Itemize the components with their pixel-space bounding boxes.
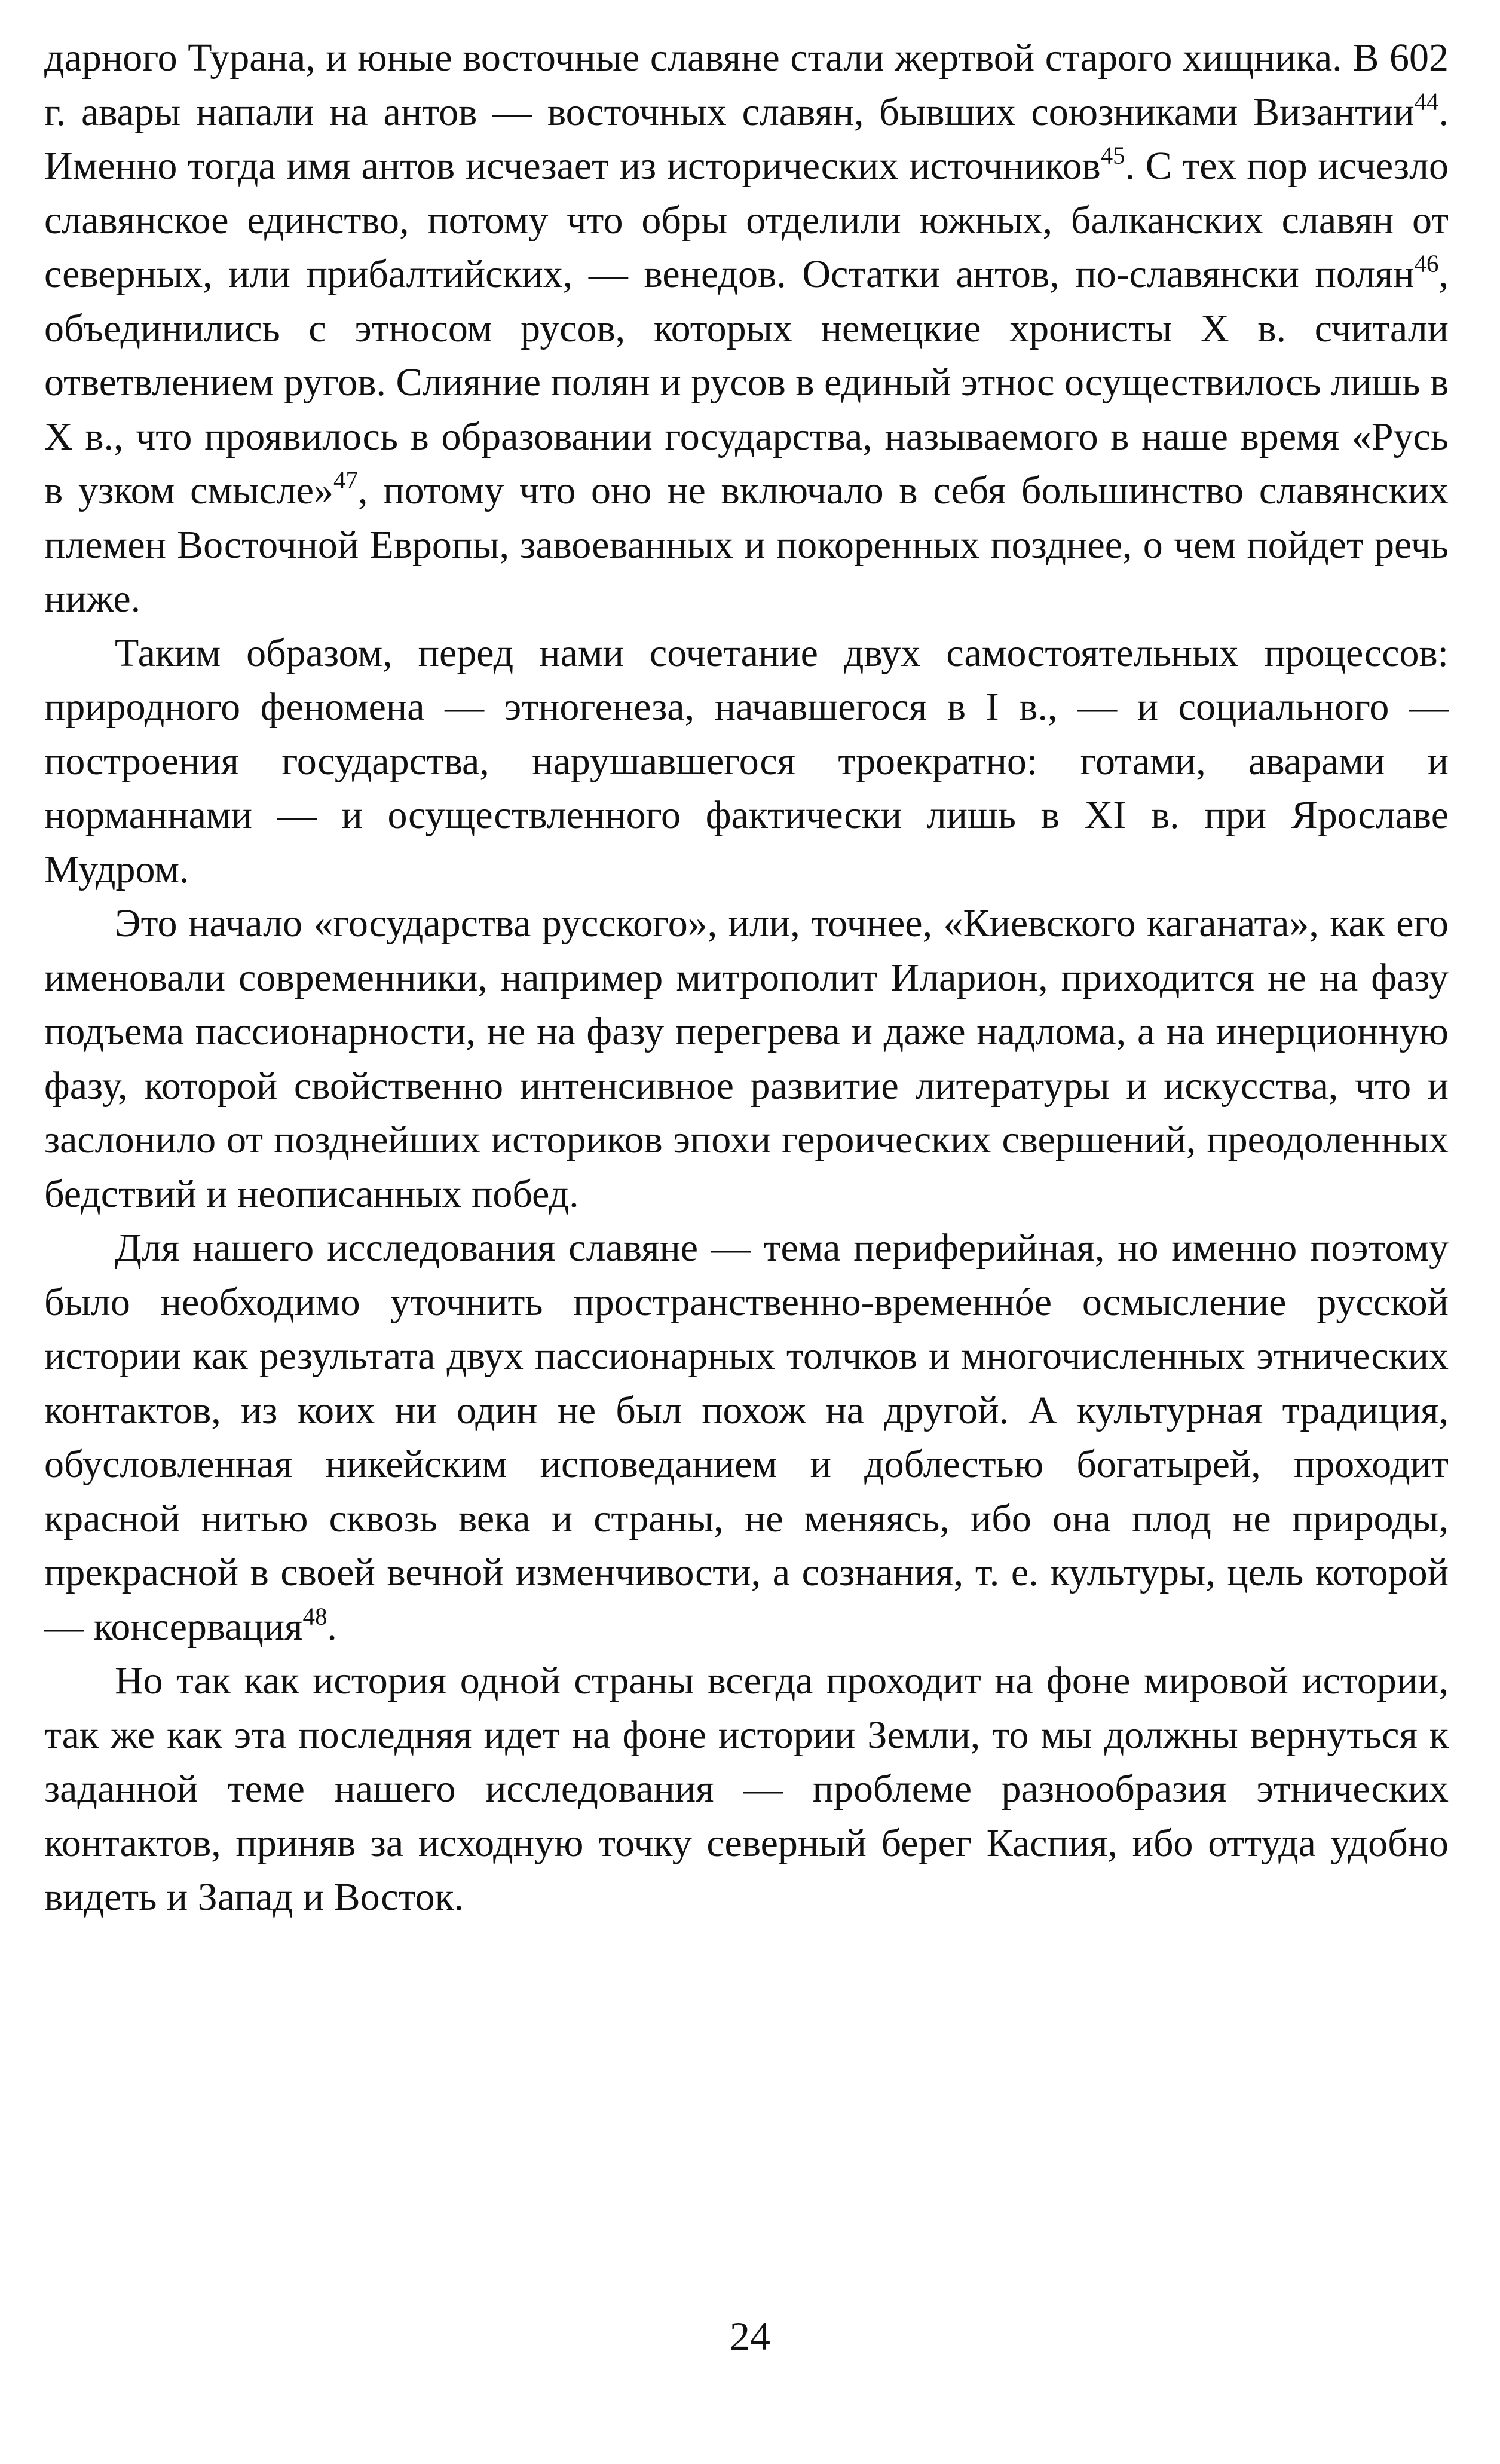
text-run: . С тех пор исчезло славянское единство, потому что обры отделили южных, балканских славян от северных, или прибалтийских, — венедов. Остатки антов, по-славянски полян <box>44 144 1449 296</box>
footnote-marker: 46 <box>1414 250 1439 277</box>
text-run: . Именно тогда имя антов исчезает из исторических источников <box>44 90 1449 188</box>
body-text <box>44 31 1449 1925</box>
footnote-marker: 45 <box>1100 142 1125 169</box>
text-run: Но так как история одной страны всегда проходит на фоне мировой истории, так же как эта последняя идет на фоне истории Земли, то мы должны вернуться к заданной теме нашего исследования — проблеме разнообразия этнических контактов, приняв за исходную точку северный берег Каспия, ибо оттуда удобно видеть и Запад и Восток. <box>44 1659 1449 1919</box>
text-run: , объединились с этносом русов, которых немецкие хронисты X в. считали ответвлением ругов. Слияние полян и русов в единый этнос осуществилось лишь в X в., что проявилось в образовании государства, называемого в наше время «Русь в узком смысле» <box>44 252 1449 512</box>
footnote-marker: 48 <box>302 1603 327 1630</box>
footnote-marker: 44 <box>1414 88 1439 115</box>
paragraph-2 <box>44 626 1449 897</box>
text-run: Это начало «государства русского», или, точнее, «Киевского каганата», как его именовали современники, например митрополит Иларион, приходится не на фазу подъема пассионарности, не на фазу перегрева и даже надлома, а на инерционную фазу, которой свойственно интенсивное развитие литературы и искусства, что и заслонило от позднейших историков эпохи героических свершений, преодоленных бедствий и неописанных побед. <box>44 901 1449 1216</box>
text-run: дарного Турана, и юные восточные славяне стали жертвой старого хищника. В 602 г. авары напали на антов — восточных славян, бывших союзниками Византии <box>44 36 1449 134</box>
paragraph-5 <box>44 1654 1449 1925</box>
paragraph-4 <box>44 1221 1449 1654</box>
paragraph-1 <box>44 31 1449 626</box>
footnote-marker: 47 <box>333 466 358 494</box>
text-run: Таким образом, перед нами сочетание двух самостоятельных процессов: природного феномена — этногенеза, начавшегося в I в., — и социального — построения государства, нарушавшегося троекратно: готами, аварами и норманнами — и осуществленного фактически лишь в XI в. при Ярославе Мудром. <box>44 631 1449 891</box>
text-run: . <box>327 1604 337 1649</box>
text-run: , потому что оно не включало в себя большинство славянских племен Восточной Европы, завоеванных и покоренных позднее, о чем пойдет речь ниже. <box>44 469 1449 620</box>
page-number: 24 <box>730 2313 770 2359</box>
paragraph-3 <box>44 897 1449 1221</box>
text-run: Для нашего исследования славяне — тема периферийная, но именно поэтому было необходимо уточнить пространственно-временнóе осмысление русской истории как результата двух пассионарных толчков и многочисленных этнических контактов, из коих ни один не был похож на другой. А культурная традиция, обусловленная никейским исповеданием и доблестью богатырей, проходит красной нитью сквозь века и страны, не меняясь, ибо она плод не природы, прекрасной в своей вечной изменчивости, а сознания, т. е. культуры, цель которой — консервация <box>44 1226 1449 1649</box>
